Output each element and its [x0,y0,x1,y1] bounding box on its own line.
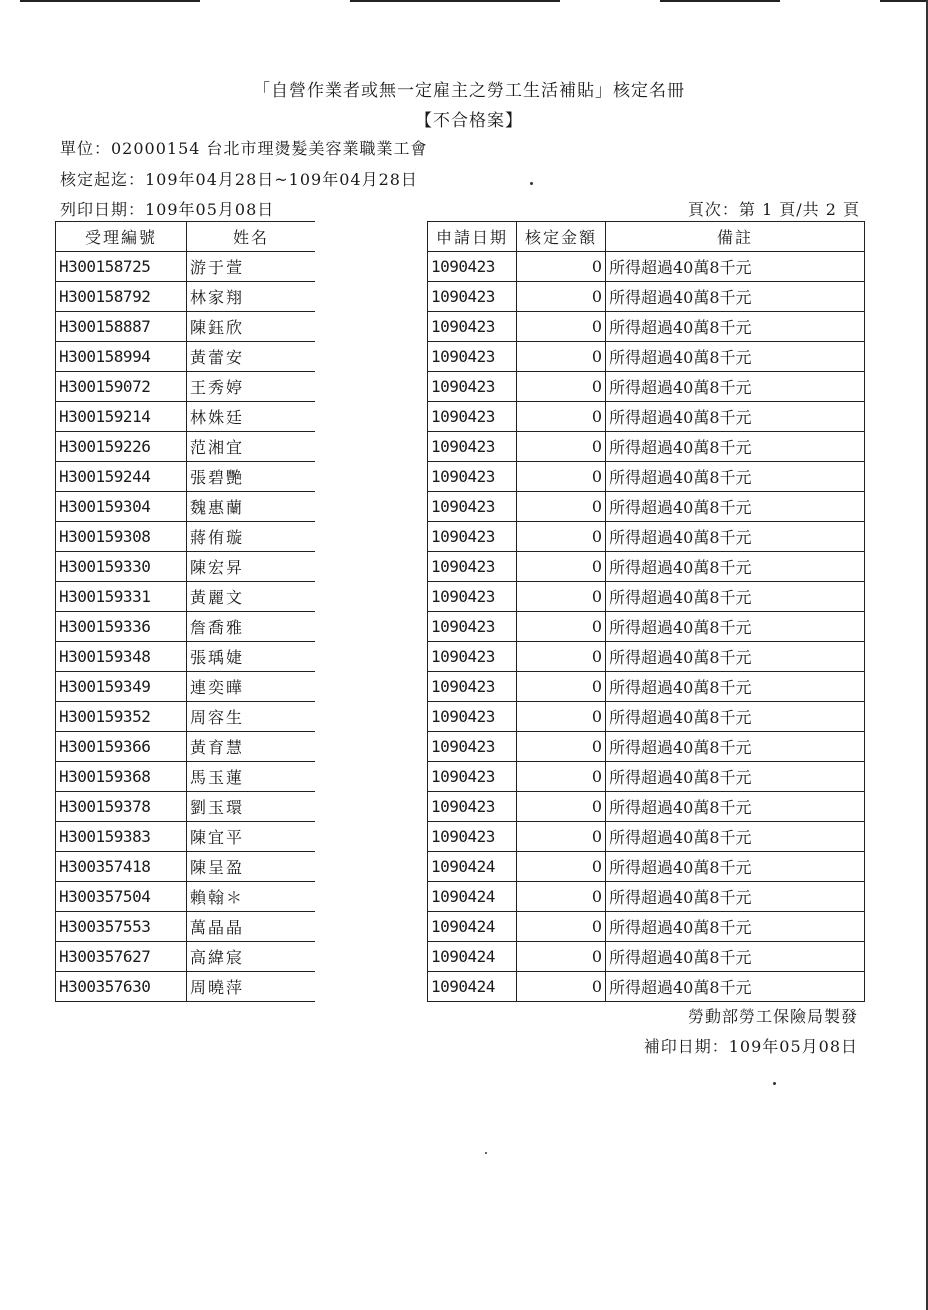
cell-amount: 0 [517,702,606,732]
cell-note: 所得超過40萬8千元 [606,492,865,522]
cell-name: 馬玉蓮 [187,762,316,792]
cell-note: 所得超過40萬8千元 [606,342,865,372]
cell-name: 蔣侑璇 [187,522,316,552]
cell-amount: 0 [517,642,606,672]
cell-date: 1090423 [428,702,517,732]
cell-amount: 0 [517,552,606,582]
cell-date: 1090424 [428,942,517,972]
table-row [56,852,316,882]
reprint-date-line: 補印日期：109年05月08日 [643,1037,858,1056]
table-row [56,342,316,372]
cell-date: 1090423 [428,462,517,492]
table-row [428,642,865,672]
cell-id: H300159244 [56,462,187,492]
cell-name: 劉玉環 [187,792,316,822]
cell-date: 1090423 [428,612,517,642]
cell-date: 1090423 [428,402,517,432]
cell-note: 所得超過40萬8千元 [606,612,865,642]
cell-note: 所得超過40萬8千元 [606,522,865,552]
scan-speck [485,1152,487,1154]
cell-name: 張碧艷 [187,462,316,492]
table-row [56,642,316,672]
scan-speck [530,182,533,185]
table-row [428,342,865,372]
cell-amount: 0 [517,342,606,372]
header-note: 備註 [606,222,865,252]
cell-name: 周容生 [187,702,316,732]
cell-name: 黃蕾安 [187,342,316,372]
cell-date: 1090423 [428,282,517,312]
table-row [56,762,316,792]
cell-id: H300159378 [56,792,187,822]
table-row [56,492,316,522]
table-row [428,882,865,912]
table-row [428,432,865,462]
cell-id: H300158887 [56,312,187,342]
cell-date: 1090423 [428,312,517,342]
table-row [428,762,865,792]
header-name: 姓名 [187,222,316,252]
cell-id: H300357627 [56,942,187,972]
table-row [428,582,865,612]
cell-name: 張瑀婕 [187,642,316,672]
table-row [56,972,316,1002]
roster-table-right [427,221,865,1002]
document-title: 「自營作業者或無一定雇主之勞工生活補貼」核定名冊 [253,81,685,101]
cell-id: H300357553 [56,912,187,942]
cell-name: 詹喬雅 [187,612,316,642]
cell-amount: 0 [517,432,606,462]
table-row [428,702,865,732]
cell-amount: 0 [517,972,606,1002]
table-row [56,282,316,312]
cell-id: H300158725 [56,252,187,282]
table-row [428,612,865,642]
cell-amount: 0 [517,942,606,972]
table-row [56,252,316,282]
cell-amount: 0 [517,792,606,822]
cell-id: H300357504 [56,882,187,912]
cell-amount: 0 [517,852,606,882]
table-row [428,822,865,852]
cell-id: H300158994 [56,342,187,372]
approval-range-line: 核定起迄：109年04月28日~109年04月28日 [60,170,418,189]
table-row [56,912,316,942]
cell-name: 高緯宸 [187,942,316,972]
table-row [56,822,316,852]
cell-id: H300159214 [56,402,187,432]
cell-note: 所得超過40萬8千元 [606,432,865,462]
table-row [56,942,316,972]
cell-amount: 0 [517,582,606,612]
cell-id: H300159226 [56,432,187,462]
table-row [56,552,316,582]
cell-date: 1090423 [428,342,517,372]
table-row [428,462,865,492]
cell-note: 所得超過40萬8千元 [606,582,865,612]
scan-edge-top [0,0,928,2]
cell-note: 所得超過40萬8千元 [606,852,865,882]
cell-note: 所得超過40萬8千元 [606,462,865,492]
cell-date: 1090423 [428,372,517,402]
header-amount: 核定金額 [517,222,606,252]
cell-id: H300357418 [56,852,187,882]
table-row [428,402,865,432]
cell-name: 王秀婷 [187,372,316,402]
cell-amount: 0 [517,282,606,312]
table-row [56,612,316,642]
table-header-row [428,222,865,252]
cell-note: 所得超過40萬8千元 [606,282,865,312]
cell-name: 黃麗文 [187,582,316,612]
table-row [56,372,316,402]
cell-id: H300159304 [56,492,187,522]
cell-name: 林姝廷 [187,402,316,432]
cell-id: H300159383 [56,822,187,852]
cell-note: 所得超過40萬8千元 [606,792,865,822]
table-row [428,282,865,312]
cell-note: 所得超過40萬8千元 [606,672,865,702]
cell-date: 1090424 [428,852,517,882]
scan-speck [773,1082,776,1085]
cell-date: 1090424 [428,912,517,942]
cell-date: 1090423 [428,492,517,522]
cell-date: 1090423 [428,252,517,282]
cell-name: 陳呈盈 [187,852,316,882]
cell-note: 所得超過40萬8千元 [606,372,865,402]
cell-date: 1090423 [428,732,517,762]
cell-date: 1090423 [428,822,517,852]
roster-right-body [428,252,865,1002]
cell-name: 范湘宜 [187,432,316,462]
cell-name: 周曉萍 [187,972,316,1002]
cell-note: 所得超過40萬8千元 [606,312,865,342]
cell-id: H300159368 [56,762,187,792]
table-row [428,312,865,342]
cell-note: 所得超過40萬8千元 [606,942,865,972]
cell-date: 1090423 [428,792,517,822]
cell-note: 所得超過40萬8千元 [606,252,865,282]
cell-id: H300159366 [56,732,187,762]
cell-id: H300159336 [56,612,187,642]
cell-name: 賴翰＊ [187,882,316,912]
cell-name: 林家翔 [187,282,316,312]
cell-name: 陳鈺欣 [187,312,316,342]
cell-date: 1090423 [428,642,517,672]
table-row [428,492,865,522]
issuer-line: 勞動部勞工保險局製發 [687,1007,858,1026]
cell-date: 1090423 [428,582,517,612]
table-row [56,312,316,342]
table-row [56,702,316,732]
roster-left-body [56,252,316,1002]
cell-amount: 0 [517,672,606,702]
table-row [428,552,865,582]
cell-id: H300159330 [56,552,187,582]
table-row [428,372,865,402]
table-row [428,912,865,942]
table-row [428,522,865,552]
table-row [428,732,865,762]
cell-amount: 0 [517,882,606,912]
cell-note: 所得超過40萬8千元 [606,822,865,852]
cell-amount: 0 [517,372,606,402]
cell-id: H300159308 [56,522,187,552]
table-row [428,792,865,822]
cell-id: H300159348 [56,642,187,672]
cell-name: 連奕曄 [187,672,316,702]
cell-note: 所得超過40萬8千元 [606,702,865,732]
cell-note: 所得超過40萬8千元 [606,732,865,762]
cell-note: 所得超過40萬8千元 [606,912,865,942]
cell-note: 所得超過40萬8千元 [606,552,865,582]
header-date: 申請日期 [428,222,517,252]
table-header-row [56,222,316,252]
cell-name: 魏惠蘭 [187,492,316,522]
cell-date: 1090423 [428,432,517,462]
cell-id: H300159352 [56,702,187,732]
cell-amount: 0 [517,492,606,522]
cell-amount: 0 [517,312,606,342]
cell-id: H300357630 [56,972,187,1002]
cell-id: H300159072 [56,372,187,402]
cell-id: H300159331 [56,582,187,612]
cell-id: H300159349 [56,672,187,702]
table-row [56,402,316,432]
cell-amount: 0 [517,762,606,792]
print-date-line: 列印日期：109年05月08日 [60,200,275,219]
cell-note: 所得超過40萬8千元 [606,642,865,672]
table-row [56,732,316,762]
table-row [428,672,865,702]
table-row [428,252,865,282]
table-row [56,462,316,492]
table-row [56,672,316,702]
cell-note: 所得超過40萬8千元 [606,882,865,912]
cell-amount: 0 [517,402,606,432]
table-row [56,522,316,552]
page-info: 頁次：第 1 頁/共 2 頁 [687,200,860,219]
header-id: 受理編號 [56,222,187,252]
table-row [428,972,865,1002]
cell-name: 萬晶晶 [187,912,316,942]
cell-amount: 0 [517,462,606,492]
cell-amount: 0 [517,732,606,762]
cell-amount: 0 [517,612,606,642]
cell-name: 陳宏昇 [187,552,316,582]
unit-line: 單位：02000154 台北市理燙髮美容業職業工會 [60,139,428,158]
table-row [56,882,316,912]
cell-amount: 0 [517,522,606,552]
cell-note: 所得超過40萬8千元 [606,402,865,432]
cell-amount: 0 [517,822,606,852]
cell-date: 1090423 [428,522,517,552]
cell-note: 所得超過40萬8千元 [606,972,865,1002]
table-row [428,852,865,882]
cell-date: 1090424 [428,972,517,1002]
table-row [56,432,316,462]
cell-date: 1090423 [428,672,517,702]
table-row [56,792,316,822]
table-row [56,582,316,612]
cell-date: 1090423 [428,552,517,582]
cell-amount: 0 [517,912,606,942]
cell-date: 1090424 [428,882,517,912]
cell-amount: 0 [517,252,606,282]
cell-date: 1090423 [428,762,517,792]
cell-note: 所得超過40萬8千元 [606,762,865,792]
document-subtitle: 【不合格案】 [415,111,523,131]
cell-name: 游于萱 [187,252,316,282]
cell-name: 黃育慧 [187,732,316,762]
cell-name: 陳宜平 [187,822,316,852]
cell-id: H300158792 [56,282,187,312]
roster-table-left [55,221,315,1002]
table-row [428,942,865,972]
